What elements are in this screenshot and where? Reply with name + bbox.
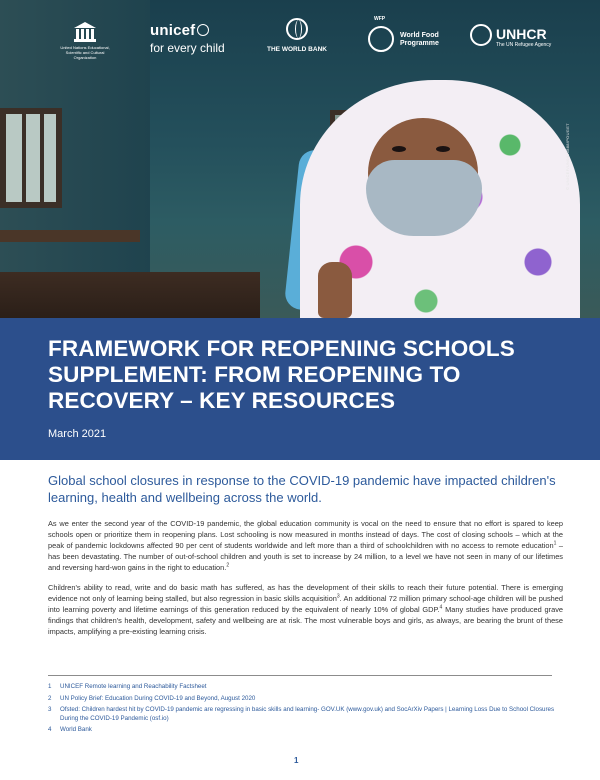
- unesco-name: United Nations Educational, Scientific and Cultural Organization: [60, 45, 110, 60]
- footnote-item[interactable]: [48, 683, 568, 692]
- text-run: Children's ability to read, write and do basic math has suffered, as has the development of their skills to reach their future potential. There is emerging evidence not only of learning being stalled, but also regression in basic skills acquisition: [48, 583, 563, 603]
- footnote-link[interactable]: World Bank: [60, 726, 92, 734]
- text-run: – has been devastating. The number of out-of-school children and youth is set to increase by 24 million, to a level we have not seen in many of our lifetimes and reversing hard-won gains in the right to education.: [48, 541, 563, 572]
- footnote-divider: [48, 675, 552, 676]
- body-paragraph-1: [48, 518, 563, 573]
- document-date: March 2021: [48, 428, 107, 440]
- footnote-number: 4: [48, 726, 52, 734]
- footnote-item[interactable]: [48, 706, 568, 723]
- unicef-logo: [150, 22, 225, 55]
- document-title: FRAMEWORK FOR REOPENING SCHOOLS SUPPLEMENT: FROM REOPENING TO RECOVERY – KEY RESOURCES: [48, 336, 515, 413]
- body-paragraph-2: [48, 582, 563, 637]
- footnote-item[interactable]: [48, 695, 568, 704]
- footnote-ref: 4: [439, 604, 443, 611]
- footnote-number: 1: [48, 683, 52, 690]
- photo-eye: [392, 146, 406, 152]
- partner-logos: [0, 14, 600, 74]
- wfp-name: World Food Programme: [400, 32, 439, 47]
- footnote-ref: 2: [226, 562, 230, 569]
- footnote-number: 2: [48, 694, 52, 702]
- text-run: As we enter the second year of the COVID-19 pandemic, the global education community is vocal on the need to ensure that no effort is spared to keep schools open or prioritize them in reopening plans. Lost schooling is now measured in months instead of days. The cost of closing schools – which at the peak of pandemic lockdowns affected 90 per cent of students worldwide and left more than a third of schoolchildren with no access to remote education: [48, 519, 563, 550]
- unhcr-name: UNHCR: [496, 26, 547, 42]
- unhcr-subtitle: The UN Refugee Agency: [496, 42, 552, 48]
- cover-photo: [0, 0, 600, 318]
- photo-desk-back: [0, 230, 140, 242]
- photo-face-mask: [366, 160, 482, 236]
- photo-window: [0, 108, 62, 208]
- photo-eye: [436, 146, 450, 152]
- footnotes-list: [48, 683, 568, 738]
- footnote-ref: 1: [553, 540, 557, 547]
- text-run: Many studies have produced grave findings that children's health, development, safety and wellbeing are at risk. The most vulnerable boys and girls, as always, are bearing the brunt of these impacts, amplifying a pre-existing learning crisis.: [48, 605, 563, 636]
- lead-paragraph: Global school closures in response to the COVID-19 pandemic have impacted children's learning, health and wellbeing across the world.: [48, 473, 556, 505]
- footnote-number: 3: [48, 706, 52, 714]
- wfp-abbr: WFP: [374, 16, 386, 22]
- unhcr-emblem-icon: [470, 24, 492, 46]
- page-number: 1: [294, 756, 299, 765]
- footnote-ref: 3: [336, 593, 340, 600]
- footnote-item[interactable]: [48, 726, 568, 735]
- unesco-temple-icon: [74, 22, 96, 42]
- unesco-logo: [54, 22, 116, 60]
- text-run: . An additional 72 million primary school-age children will be pushed into learning poverty and lifetime earnings of this generation reduced by the equivalent of nearly 10% of global GDP.: [48, 594, 563, 614]
- worldbank-name: THE WORLD BANK: [267, 46, 327, 53]
- footnote-link[interactable]: UNICEF Remote learning and Reachability Factsheet: [60, 683, 207, 690]
- unicef-name: unicef: [150, 22, 196, 39]
- worldbank-globe-icon: [286, 18, 308, 40]
- footnote-link[interactable]: UN Policy Brief: Education During COVID-19 and Beyond, August 2020: [60, 694, 256, 702]
- unicef-tagline: for every child: [150, 41, 225, 55]
- photo-thumbs-up: [318, 262, 352, 318]
- wfp-emblem-icon: [368, 26, 394, 52]
- footnote-link[interactable]: Ofsted: Children hardest hit by COVID-19 pandemic are regressing in basic skills and learning- GOV.UK (www.gov.uk) and SocArXiv Papers | Learning Loss Due to School Closures During the COVID-19 Pandemic (osf.io): [60, 706, 555, 722]
- unicef-globe-icon: [197, 24, 209, 36]
- photo-desk: [0, 272, 260, 318]
- photo-credit: © UNICEF/UN0415888/POUGET: [565, 123, 570, 190]
- title-band: [0, 318, 600, 460]
- worldbank-logo: [262, 18, 332, 53]
